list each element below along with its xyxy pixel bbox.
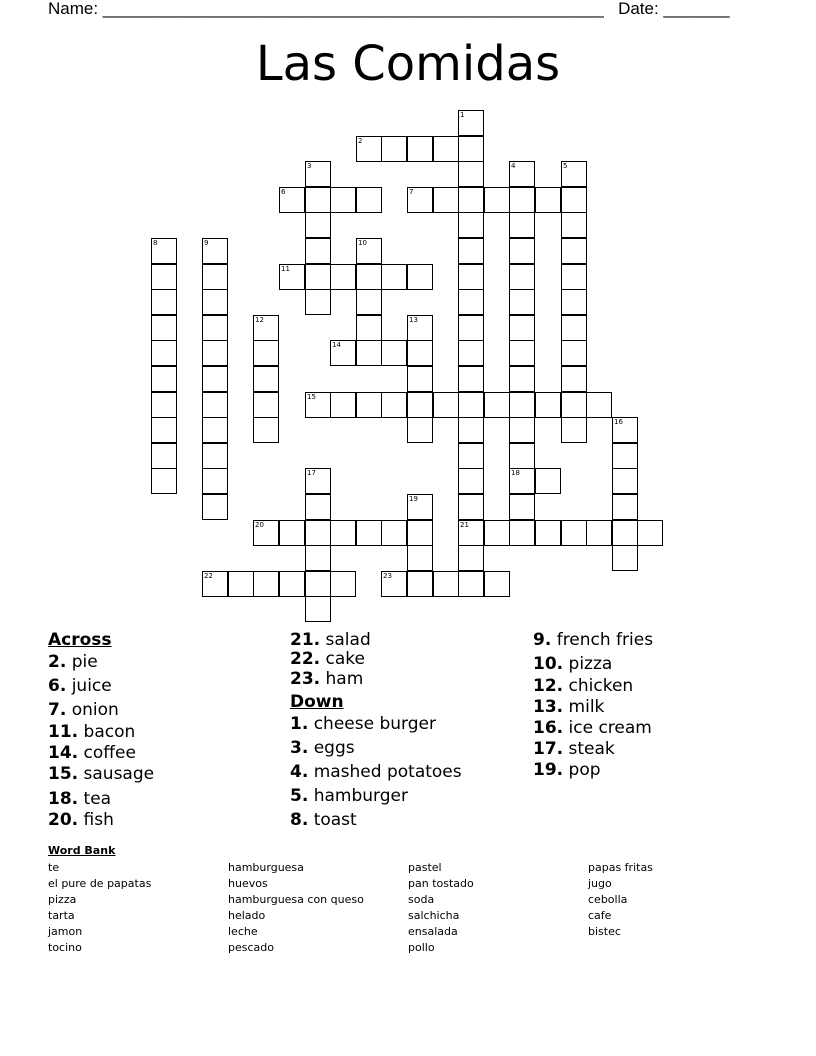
name-field[interactable]: Name: _____________________________________________________	[48, 0, 604, 18]
crossword-cell[interactable]	[151, 443, 177, 469]
crossword-cell[interactable]	[433, 571, 459, 597]
crossword-cell[interactable]	[561, 520, 587, 546]
crossword-cell[interactable]	[228, 571, 254, 597]
down-heading: Down	[290, 692, 344, 712]
crossword-cell[interactable]	[407, 520, 433, 546]
crossword-cell[interactable]	[612, 443, 638, 469]
cell-number: 14	[332, 341, 341, 349]
crossword-cell[interactable]	[586, 520, 612, 546]
crossword-cell[interactable]	[458, 161, 484, 187]
across-heading: Across	[48, 630, 112, 650]
crossword-cell[interactable]	[458, 392, 484, 418]
word-bank-item: hamburguesa con queso	[228, 893, 364, 906]
crossword-cell[interactable]	[253, 392, 279, 418]
word-bank-item: helado	[228, 909, 266, 922]
crossword-cell[interactable]	[305, 238, 331, 264]
crossword-cell[interactable]	[305, 571, 331, 597]
crossword-cell[interactable]	[381, 136, 407, 162]
crossword-cell[interactable]	[305, 494, 331, 520]
cell-number: 9	[204, 239, 209, 247]
crossword-cell[interactable]	[253, 520, 279, 546]
crossword-cell[interactable]	[356, 289, 382, 315]
cell-number: 3	[307, 162, 312, 170]
crossword-cell[interactable]	[202, 340, 228, 366]
crossword-cell[interactable]	[509, 315, 535, 341]
word-bank-item: cebolla	[588, 893, 628, 906]
cell-number: 5	[563, 162, 568, 170]
crossword-cell[interactable]	[458, 340, 484, 366]
crossword-cell[interactable]	[484, 392, 510, 418]
cell-number: 11	[281, 265, 290, 273]
clue-column-2	[290, 628, 462, 832]
clue-across-18: 18. tea	[48, 789, 112, 809]
crossword-cell[interactable]	[509, 366, 535, 392]
crossword-cell[interactable]	[151, 264, 177, 290]
crossword-cell[interactable]	[202, 417, 228, 443]
crossword-cell[interactable]	[305, 264, 331, 290]
word-bank-item: jamon	[48, 925, 83, 938]
crossword-cell[interactable]	[253, 366, 279, 392]
crossword-cell[interactable]	[561, 212, 587, 238]
crossword-cell[interactable]	[151, 238, 177, 264]
crossword-cell[interactable]	[407, 187, 433, 213]
crossword-cell[interactable]	[612, 468, 638, 494]
crossword-cell[interactable]	[381, 392, 407, 418]
crossword-cell[interactable]	[407, 366, 433, 392]
crossword-cell[interactable]	[202, 494, 228, 520]
cell-number: 18	[511, 469, 520, 477]
crossword-cell[interactable]	[330, 571, 356, 597]
crossword-cell[interactable]	[202, 468, 228, 494]
crossword-cell[interactable]	[586, 392, 612, 418]
crossword-cell[interactable]	[305, 289, 331, 315]
crossword-cell[interactable]	[279, 520, 305, 546]
crossword-cell[interactable]	[509, 161, 535, 187]
crossword-cell[interactable]	[356, 315, 382, 341]
clue-across-21: 21. salad	[290, 630, 371, 650]
crossword-cell[interactable]	[509, 443, 535, 469]
cell-number: 7	[409, 188, 414, 196]
clue-across-2: 2. pie	[48, 652, 98, 672]
crossword-cell[interactable]	[612, 417, 638, 443]
word-bank-item: salchicha	[408, 909, 460, 922]
crossword-cell[interactable]	[535, 468, 561, 494]
crossword-cell[interactable]	[151, 417, 177, 443]
crossword-cell[interactable]	[561, 417, 587, 443]
cell-number: 13	[409, 316, 418, 324]
cell-number: 6	[281, 188, 286, 196]
crossword-cell[interactable]	[356, 238, 382, 264]
cell-number: 8	[153, 239, 158, 247]
word-bank-item: tarta	[48, 909, 75, 922]
crossword-cell[interactable]	[458, 212, 484, 238]
page-title: Las Comidas	[255, 36, 561, 92]
word-bank-item: papas fritas	[588, 861, 653, 874]
clue-down-17: 17. steak	[533, 739, 615, 759]
crossword-cell[interactable]	[561, 264, 587, 290]
crossword-cell[interactable]	[151, 366, 177, 392]
crossword-cell[interactable]	[458, 136, 484, 162]
cell-number: 1	[460, 111, 465, 119]
crossword-cell[interactable]	[305, 596, 331, 622]
cell-number: 21	[460, 521, 469, 529]
crossword-cell[interactable]	[151, 289, 177, 315]
crossword-cell[interactable]	[561, 187, 587, 213]
crossword-cell[interactable]	[509, 468, 535, 494]
crossword-cell[interactable]	[330, 340, 356, 366]
crossword-cell[interactable]	[407, 494, 433, 520]
cell-number: 12	[255, 316, 264, 324]
crossword-cell[interactable]	[356, 136, 382, 162]
crossword-cell[interactable]	[458, 187, 484, 213]
crossword-cell[interactable]	[202, 443, 228, 469]
word-bank-item: te	[48, 861, 60, 874]
crossword-cell[interactable]	[561, 315, 587, 341]
crossword-cell[interactable]	[356, 520, 382, 546]
word-bank-item: pescado	[228, 941, 274, 954]
crossword-cell[interactable]	[535, 392, 561, 418]
word-bank-item: soda	[408, 893, 435, 906]
word-bank-item: huevos	[228, 877, 268, 890]
word-bank-item: cafe	[588, 909, 612, 922]
crossword-cell[interactable]	[484, 187, 510, 213]
crossword-cell[interactable]	[330, 187, 356, 213]
word-bank-item: pollo	[408, 941, 435, 954]
clue-across-6: 6. juice	[48, 676, 112, 696]
word-bank-item: leche	[228, 925, 258, 938]
crossword-cell[interactable]	[458, 545, 484, 571]
cell-number: 2	[358, 137, 363, 145]
crossword-cell[interactable]	[612, 494, 638, 520]
word-bank-column-3	[408, 860, 474, 956]
word-bank-item: ensalada	[408, 925, 458, 938]
word-bank-item: pan tostado	[408, 877, 474, 890]
crossword-cell[interactable]	[458, 110, 484, 136]
cell-number: 10	[358, 239, 367, 247]
crossword-cell[interactable]	[433, 136, 459, 162]
crossword-cell[interactable]	[407, 571, 433, 597]
cell-number: 4	[511, 162, 516, 170]
crossword-cell[interactable]	[253, 417, 279, 443]
crossword-cell[interactable]	[305, 212, 331, 238]
clue-down-5: 5. hamburger	[290, 786, 408, 806]
crossword-cell[interactable]	[433, 187, 459, 213]
crossword-cell[interactable]	[458, 443, 484, 469]
crossword-cell[interactable]	[484, 520, 510, 546]
crossword-cell[interactable]	[407, 136, 433, 162]
crossword-cell[interactable]	[381, 264, 407, 290]
crossword-cell[interactable]	[458, 468, 484, 494]
clue-across-14: 14. coffee	[48, 743, 136, 763]
crossword-cell[interactable]	[509, 238, 535, 264]
crossword-cell[interactable]	[151, 340, 177, 366]
word-bank-item: el pure de papatas	[48, 877, 152, 890]
cell-number: 20	[255, 521, 264, 529]
crossword-cell[interactable]	[356, 392, 382, 418]
crossword-cell[interactable]	[535, 520, 561, 546]
crossword-cell[interactable]	[305, 187, 331, 213]
crossword-cell[interactable]	[458, 417, 484, 443]
clue-across-15: 15. sausage	[48, 764, 155, 784]
word-bank-item: pizza	[48, 893, 77, 906]
crossword-cell[interactable]	[458, 289, 484, 315]
clue-down-19: 19. pop	[533, 760, 601, 780]
crossword-cell[interactable]	[458, 238, 484, 264]
crossword-cell[interactable]	[458, 315, 484, 341]
crossword-cell[interactable]	[253, 315, 279, 341]
crossword-cell[interactable]	[279, 187, 305, 213]
crossword-cell[interactable]	[561, 289, 587, 315]
crossword-cell[interactable]	[509, 520, 535, 546]
crossword-cell[interactable]	[535, 187, 561, 213]
clue-across-23: 23. ham	[290, 669, 364, 689]
crossword-cell[interactable]	[509, 289, 535, 315]
crossword-cell[interactable]	[561, 392, 587, 418]
crossword-cell[interactable]	[279, 571, 305, 597]
clue-column-1	[48, 628, 154, 832]
clue-down-3: 3. eggs	[290, 738, 355, 758]
crossword-cell[interactable]	[202, 571, 228, 597]
crossword-cell[interactable]	[202, 392, 228, 418]
crossword-cell[interactable]	[202, 315, 228, 341]
crossword-cell[interactable]	[151, 392, 177, 418]
clue-across-7: 7. onion	[48, 700, 119, 720]
crossword-cell[interactable]	[509, 264, 535, 290]
name-date-line	[48, 0, 730, 18]
clue-down-4: 4. mashed potatoes	[290, 762, 462, 782]
crossword-cell[interactable]	[458, 571, 484, 597]
crossword-cell[interactable]	[509, 494, 535, 520]
word-bank-item: pastel	[408, 861, 442, 874]
crossword-cell[interactable]	[151, 468, 177, 494]
crossword-cell[interactable]	[305, 468, 331, 494]
crossword-cell[interactable]	[407, 340, 433, 366]
crossword-cell[interactable]	[253, 571, 279, 597]
clue-down-13: 13. milk	[533, 697, 605, 717]
cell-number: 23	[383, 572, 392, 580]
cell-number: 22	[204, 572, 213, 580]
crossword-cell[interactable]	[407, 264, 433, 290]
crossword-cell[interactable]	[612, 545, 638, 571]
crossword-cell[interactable]	[637, 520, 663, 546]
crossword-cell[interactable]	[305, 161, 331, 187]
clue-across-22: 22. cake	[290, 649, 365, 669]
word-bank-column-2	[228, 860, 364, 956]
crossword-cell[interactable]	[356, 340, 382, 366]
crossword-cell[interactable]	[381, 571, 407, 597]
clue-down-16: 16. ice cream	[533, 718, 652, 738]
crossword-cell[interactable]	[151, 315, 177, 341]
crossword-cell[interactable]	[407, 315, 433, 341]
crossword-cell[interactable]	[305, 545, 331, 571]
word-bank-item: bistec	[588, 925, 621, 938]
cell-number: 15	[307, 393, 316, 401]
crossword-cell[interactable]	[509, 392, 535, 418]
crossword-cell[interactable]	[330, 264, 356, 290]
clue-down-9: 9. french fries	[533, 630, 654, 650]
crossword-cell[interactable]	[612, 520, 638, 546]
crossword-cell[interactable]	[484, 571, 510, 597]
crossword-cell[interactable]	[202, 264, 228, 290]
crossword-cell[interactable]	[561, 366, 587, 392]
clue-down-12: 12. chicken	[533, 676, 634, 696]
crossword-cell[interactable]	[381, 340, 407, 366]
crossword-cell[interactable]	[407, 417, 433, 443]
word-bank-item: jugo	[588, 877, 612, 890]
crossword-cell[interactable]	[202, 238, 228, 264]
clue-column-3	[533, 628, 653, 781]
cell-number: 19	[409, 495, 418, 503]
crossword-cell[interactable]	[356, 264, 382, 290]
crossword-cell[interactable]	[253, 340, 279, 366]
crossword-cell[interactable]	[407, 545, 433, 571]
crossword-cell[interactable]	[305, 520, 331, 546]
word-bank-column-1	[48, 860, 151, 956]
crossword-cell[interactable]	[509, 212, 535, 238]
crossword-cell[interactable]	[458, 494, 484, 520]
crossword-cell[interactable]	[279, 264, 305, 290]
crossword-cell[interactable]	[305, 392, 331, 418]
crossword-cell[interactable]	[458, 264, 484, 290]
crossword-cell[interactable]	[561, 161, 587, 187]
clue-across-20: 20. fish	[48, 810, 114, 830]
crossword-cell[interactable]	[330, 392, 356, 418]
word-bank-column-4	[588, 860, 653, 940]
crossword-cell[interactable]	[458, 520, 484, 546]
clue-down-8: 8. toast	[290, 810, 357, 830]
crossword-cell[interactable]	[561, 238, 587, 264]
crossword-cell[interactable]	[356, 187, 382, 213]
cell-number: 16	[614, 418, 623, 426]
crossword-cell[interactable]	[202, 289, 228, 315]
crossword-cell[interactable]	[509, 187, 535, 213]
crossword-cell[interactable]	[561, 340, 587, 366]
clue-down-10: 10. pizza	[533, 654, 613, 674]
crossword-cell[interactable]	[509, 417, 535, 443]
crossword-cell[interactable]	[433, 392, 459, 418]
word-bank-item: hamburguesa	[228, 861, 304, 874]
word-bank-title: Word Bank	[48, 844, 116, 857]
crossword-cell[interactable]	[407, 392, 433, 418]
date-field[interactable]: Date: _______	[618, 0, 730, 18]
crossword-cell[interactable]	[458, 366, 484, 392]
cell-number: 17	[307, 469, 316, 477]
clue-down-1: 1. cheese burger	[290, 714, 436, 734]
crossword-cell[interactable]	[381, 520, 407, 546]
crossword-cell[interactable]	[202, 366, 228, 392]
crossword-cell[interactable]	[330, 520, 356, 546]
crossword-cell[interactable]	[509, 340, 535, 366]
word-bank-item: tocino	[48, 941, 82, 954]
clue-across-11: 11. bacon	[48, 722, 136, 742]
